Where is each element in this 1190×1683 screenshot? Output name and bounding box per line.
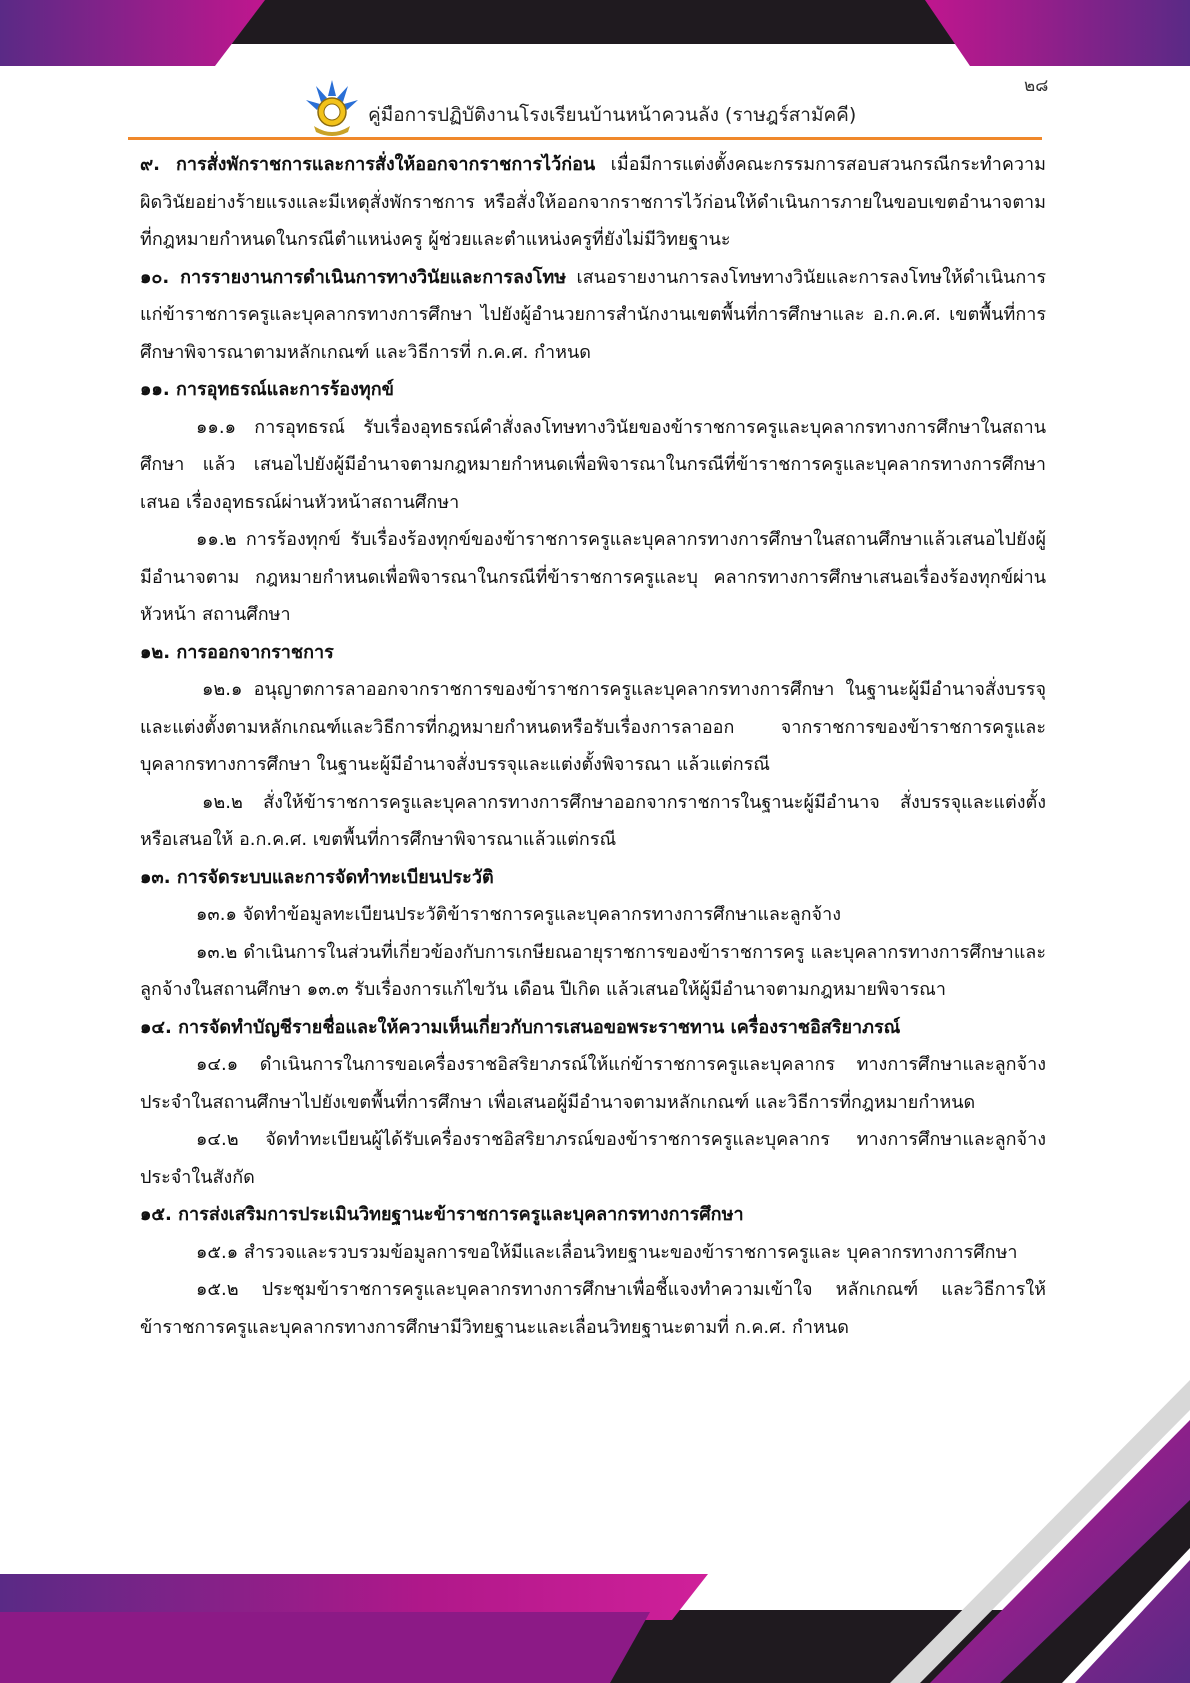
section-9 bbox=[140, 146, 1046, 259]
section-13-title: ๑๓. การจัดระบบและการจัดทำทะเบียนประวัติ bbox=[140, 866, 494, 888]
bottom-right-dark-stripe bbox=[1000, 1500, 1190, 1683]
section-11-2: ๑๑.๒ การร้องทุกข์ รับเรื่องร้องทุกข์ของข้าราชการครูและบุคลากรทางการศึกษาในสถานศึกษาแล้วเสนอไปยังผู้มีอำนาจตาม กฎหมายกำหนดเพื่อพิจารณาในกรณีที่ข้าราชการครูและบุ คลากรทางการศึกษาเสนอเรื่องร้องทุกข์ผ่านหัวหน้า สถานศึกษา bbox=[140, 529, 1046, 625]
section-9-title: ๙. การสั่งพักราชการและการสั่งให้ออกจากราชการไว้ก่อน bbox=[140, 154, 596, 175]
school-logo bbox=[300, 76, 364, 140]
section-13-2: ๑๓.๒ ดำเนินการในส่วนที่เกี่ยวข้องกับการเกษียณอายุราชการของข้าราชการครู และบุคลากรทางการศึกษาและลูกจ้างในสถานศึกษา ๑๓.๓ รับเรื่องการแก้ไขวัน เดือน ปีเกิด แล้วเสนอให้ผู้มีอำนาจตามกฎหมายพิจารณา bbox=[140, 941, 1046, 1000]
header-divider bbox=[128, 137, 1042, 140]
section-10-text: เสนอรายงานการลงโทษทางวินัยและการลงโทษให้ดำเนินการแก่ข้าราชการครูและบุคลากรทางการศึกษา ไปยังผู้อำนวยการสำนักงานเขตพื้นที่การศึกษาและ อ.ก.ค.ศ. เขตพื้นที่การศึกษาพิจารณาตามหลักเกณฑ์ และวิธีการที่ ก.ค.ศ. กำหนด bbox=[140, 266, 1046, 363]
top-right-accent bbox=[925, 0, 1190, 66]
top-left-accent bbox=[0, 0, 265, 66]
document-body bbox=[140, 146, 1046, 1346]
section-12-2: ๑๒.๒ สั่งให้ข้าราชการครูและบุคลากรทางการศึกษาออกจากราชการในฐานะผู้มีอำนาจ สั่งบรรจุและแต่งตั้งหรือเสนอให้ อ.ก.ค.ศ. เขตพื้นที่การศึกษาพิจารณาแล้วแต่กรณี bbox=[140, 791, 1046, 850]
section-10 bbox=[140, 259, 1046, 372]
bottom-left-band bbox=[0, 1612, 650, 1683]
section-10-title: ๑๐. การรายงานการดำเนินการทางวินัยและการลงโทษ bbox=[140, 266, 567, 288]
top-dark-band bbox=[210, 0, 965, 44]
section-15-title: ๑๕. การส่งเสริมการประเมินวิทยฐานะข้าราชการครูและบุคลากรทางการศึกษา bbox=[140, 1204, 744, 1225]
section-9-text: เมื่อมีการแต่งตั้งคณะกรรมการสอบสวนกรณีกระทำความผิดวินัยอย่างร้ายแรงและมีเหตุสั่งพักราชการ หรือสั่งให้ออกจากราชการไว้ก่อนให้ดำเนินการภายในขอบเขตอำนาจตามที่กฎหมายกำหนดในกรณีตำแหน่งครู ผู้ช่วยและตำแหน่งครูที่ยังไม่มีวิทยฐานะ bbox=[140, 154, 1046, 250]
bottom-right-white-stripe bbox=[1062, 1548, 1190, 1683]
section-15-2: ๑๕.๒ ประชุมข้าราชการครูและบุคลากรทางการศึกษาเพื่อชี้แจงทำความเข้าใจ หลักเกณฑ์ และวิธีการให้ข้าราชการครูและบุคลากรทางการศึกษามีวิทยฐานะและเลื่อนวิทยฐานะตามที่ ก.ค.ศ. กำหนด bbox=[140, 1279, 1046, 1338]
bottom-dark-band bbox=[0, 1610, 1190, 1683]
section-11-1: ๑๑.๑ การอุทธรณ์ รับเรื่องอุทธรณ์คำสั่งลงโทษทางวินัยของข้าราชการครูและบุคลากรทางการศึกษาในสถานศึกษา แล้ว เสนอไปยังผู้มีอำนาจตามกฎหมายกำหนดเพื่อพิจารณาในกรณีที่ข้าราชการครูและบุคลากรทางการศึกษาเสนอ เรื่องอุทธรณ์ผ่านหัวหน้าสถานศึกษา bbox=[140, 416, 1046, 513]
section-15-1: ๑๕.๑ สำรวจและรวบรวมข้อมูลการขอให้มีและเลื่อนวิทยฐานะของข้าราชการครูและ บุคลากรทางการศึกษา bbox=[196, 1241, 1018, 1263]
section-11-title: ๑๑. การอุทธรณ์และการร้องทุกข์ bbox=[140, 379, 394, 400]
section-14-title: ๑๔. การจัดทำบัญชีรายชื่อและให้ความเห็นเกี่ยวกับการเสนอขอพระราชทาน เครื่องราชอิสริยาภรณ์ bbox=[140, 1016, 901, 1038]
page-number: ๒๘ bbox=[1024, 76, 1049, 96]
bottom-right-magenta-triangle bbox=[930, 1420, 1190, 1683]
header-title: คู่มือการปฏิบัติงานโรงเรียนบ้านหน้าควนลัง (ราษฎร์สามัคคี) bbox=[368, 104, 857, 126]
section-12-title: ๑๒. การออกจากราชการ bbox=[140, 641, 334, 663]
section-14-1: ๑๔.๑ ดำเนินการในการขอเครื่องราชอิสริยาภรณ์ให้แก่ข้าราชการครูและบุคลากร ทางการศึกษาและลูกจ้างประจำในสถานศึกษาไปยังเขตพื้นที่การศึกษา เพื่อเสนอผู้มีอำนาจตามหลักเกณฑ์ และวิธีการที่กฎหมายกำหนด bbox=[140, 1054, 1046, 1113]
section-14-2: ๑๔.๒ จัดทำทะเบียนผู้ได้รับเครื่องราชอิสริยาภรณ์ของข้าราชการครูและบุคลากร ทางการศึกษาและลูกจ้างประจำในสังกัด bbox=[140, 1129, 1046, 1188]
bottom-left-accent bbox=[0, 1574, 708, 1620]
section-13-1: ๑๓.๑ จัดทำข้อมูลทะเบียนประวัติข้าราชการครูและบุคลากรทางการศึกษาและลูกจ้าง bbox=[196, 904, 842, 925]
section-12-1: ๑๒.๑ อนุญาตการลาออกจากราชการของข้าราชการครูและบุคลากรทางการศึกษา ในฐานะผู้มีอำนาจสั่งบรรจุและแต่งตั้งตามหลักเกณฑ์และวิธีการที่กฎหมายกำหนดหรือรับเรื่องการลาออก จากราชการของข้าราชการครูและบุคลากรทางการศึกษา ในฐานะผู้มีอำนาจสั่งบรรจุและแต่งตั้งพิจารณา แล้วแต่กรณี bbox=[140, 679, 1046, 775]
bottom-right-gray-stripe bbox=[890, 1380, 1190, 1683]
